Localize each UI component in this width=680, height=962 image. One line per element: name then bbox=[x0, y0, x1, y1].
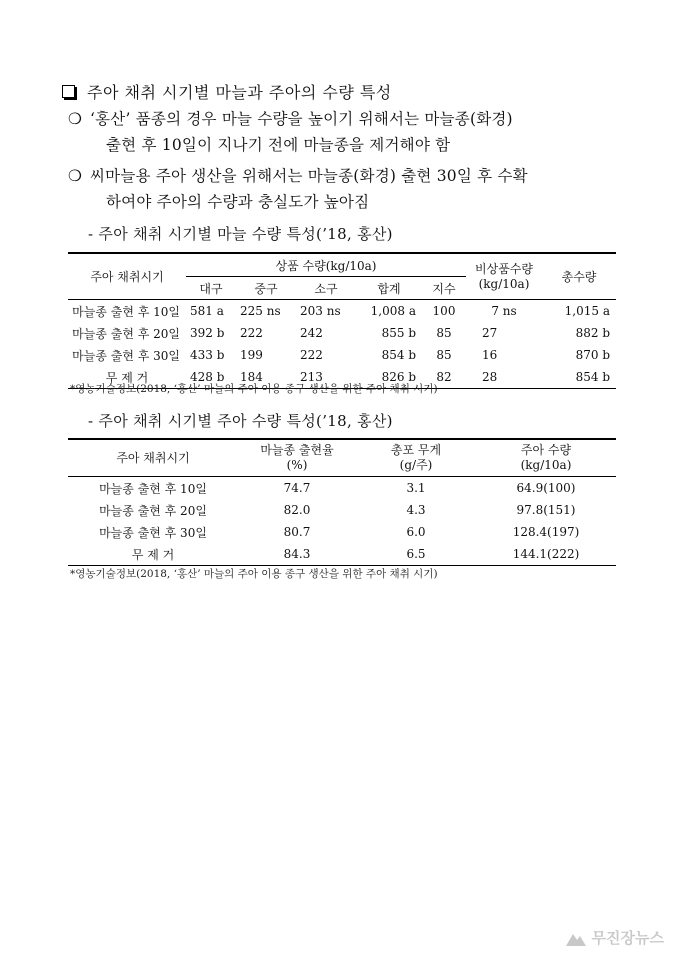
cell-yield: 144.1(222) bbox=[512, 547, 580, 561]
cell-period: 마늘종 출현 후 30일 bbox=[72, 348, 180, 363]
cell-period: 마늘종 출현 후 10일 bbox=[72, 304, 180, 319]
table-row bbox=[68, 322, 616, 344]
section-heading bbox=[62, 80, 392, 103]
table2-title: - 주아 채취 시기별 주아 수량 특성(’18, 홍산) bbox=[88, 412, 393, 430]
cell-period: 마늘종 출현 후 20일 bbox=[99, 503, 207, 518]
cell-large: 392 b bbox=[190, 326, 225, 340]
header-period: 주아 채취시기 bbox=[68, 439, 238, 477]
bullet-text: 출현 후 10일이 지나기 전에 마늘종을 제거해야 함 bbox=[106, 136, 451, 154]
bullet-text: 하여야 주아의 수량과 충실도가 높아짐 bbox=[106, 193, 370, 211]
header-sum: 합계 bbox=[356, 277, 422, 300]
table-row bbox=[68, 300, 616, 323]
cell-sum: 826 b bbox=[381, 370, 416, 384]
table-row bbox=[68, 344, 616, 366]
header-bulbil-yield: 주아 수량 (kg/10a) bbox=[476, 439, 616, 477]
header-period: 주아 채취시기 bbox=[68, 253, 186, 300]
table2-source-note: *영농기술정보(2018, ‘홍산’ 마늘의 주아 이용 종구 생산을 위한 주아 채취 시기) bbox=[70, 568, 438, 580]
mountain-logo-icon bbox=[566, 930, 586, 946]
cell-large: 428 b bbox=[190, 370, 225, 384]
cell-large: 433 b bbox=[190, 348, 225, 362]
header-total-yield: 총수량 bbox=[542, 253, 616, 300]
cell-weight: 3.1 bbox=[406, 481, 426, 495]
cell-index: 85 bbox=[436, 348, 452, 362]
cell-total: 870 b bbox=[575, 348, 610, 362]
cell-small: 203 ns bbox=[300, 304, 341, 318]
table-row bbox=[68, 521, 616, 543]
cell-weight: 6.0 bbox=[406, 525, 426, 539]
square-box-icon bbox=[62, 85, 75, 98]
watermark bbox=[566, 927, 664, 948]
cell-small: 213 bbox=[300, 370, 323, 384]
cell-index: 85 bbox=[436, 326, 452, 340]
cell-small: 242 bbox=[300, 326, 323, 340]
garlic-yield-table bbox=[68, 252, 616, 389]
cell-sum: 1,008 a bbox=[370, 304, 416, 318]
header-large: 대구 bbox=[186, 277, 236, 300]
bulbil-yield-table bbox=[68, 438, 616, 566]
cell-nonmarket: 16 bbox=[482, 348, 498, 362]
header-small: 소구 bbox=[296, 277, 356, 300]
table-row bbox=[68, 499, 616, 521]
header-index: 지수 bbox=[422, 277, 466, 300]
header-market-yield: 상품 수량(kg/10a) bbox=[186, 253, 466, 277]
bullet-item bbox=[68, 106, 513, 158]
section-heading-text: 주아 채취 시기별 마늘과 주아의 수량 특성 bbox=[87, 83, 392, 102]
cell-weight: 4.3 bbox=[406, 503, 426, 517]
cell-sum: 854 b bbox=[381, 348, 416, 362]
cell-period: 무 제 거 bbox=[131, 547, 175, 562]
watermark-text: 무진장뉴스 bbox=[591, 929, 664, 947]
cell-medium: 225 ns bbox=[240, 304, 281, 318]
bullet-item bbox=[68, 163, 528, 215]
header-medium: 중구 bbox=[236, 277, 296, 300]
cell-nonmarket: 27 bbox=[482, 326, 498, 340]
cell-yield: 64.9(100) bbox=[516, 481, 576, 495]
cell-total: 854 b bbox=[575, 370, 610, 384]
header-emergence-rate: 마늘종 출현율 (%) bbox=[238, 439, 356, 477]
cell-emergence: 84.3 bbox=[283, 547, 311, 561]
header-nonmarket-yield: 비상품수량 (kg/10a) bbox=[466, 253, 542, 300]
cell-total: 1,015 a bbox=[564, 304, 610, 318]
cell-period: 마늘종 출현 후 20일 bbox=[72, 326, 180, 341]
cell-emergence: 74.7 bbox=[283, 481, 311, 495]
cell-weight: 6.5 bbox=[406, 547, 426, 561]
cell-index: 82 bbox=[436, 370, 452, 384]
circle-bullet-icon: ❍ bbox=[68, 167, 83, 185]
cell-yield: 128.4(197) bbox=[512, 525, 580, 539]
cell-emergence: 82.0 bbox=[283, 503, 311, 517]
cell-period: 마늘종 출현 후 30일 bbox=[99, 525, 207, 540]
header-bract-weight: 총포 무게 (g/주) bbox=[356, 439, 476, 477]
cell-medium: 184 bbox=[240, 370, 263, 384]
cell-sum: 855 b bbox=[381, 326, 416, 340]
cell-large: 581 a bbox=[190, 304, 224, 318]
circle-bullet-icon: ❍ bbox=[68, 110, 83, 128]
cell-total: 882 b bbox=[575, 326, 610, 340]
cell-yield: 97.8(151) bbox=[516, 503, 576, 517]
table-row bbox=[68, 543, 616, 566]
cell-nonmarket: 28 bbox=[482, 370, 498, 384]
cell-emergence: 80.7 bbox=[283, 525, 311, 539]
cell-index: 100 bbox=[432, 304, 456, 318]
bullet-text: ‘홍산’ 품종의 경우 마늘 수량을 높이기 위해서는 마늘종(화경) bbox=[90, 110, 513, 128]
cell-nonmarket: 7 ns bbox=[491, 304, 517, 318]
cell-medium: 222 bbox=[240, 326, 263, 340]
cell-period: 무 제 거 bbox=[105, 370, 149, 385]
cell-medium: 199 bbox=[240, 348, 263, 362]
table1-title: - 주아 채취 시기별 마늘 수량 특성(’18, 홍산) bbox=[88, 225, 393, 243]
cell-small: 222 bbox=[300, 348, 323, 362]
bullet-text: 씨마늘용 주아 생산을 위해서는 마늘종(화경) 출현 30일 후 수확 bbox=[90, 167, 528, 185]
cell-period: 마늘종 출현 후 10일 bbox=[99, 481, 207, 496]
table-row bbox=[68, 477, 616, 500]
table1-source-note: *영농기술정보(2018, ‘홍산’ 마늘의 주아 이용 종구 생산을 위한 주아 채취 시기) bbox=[70, 383, 438, 395]
